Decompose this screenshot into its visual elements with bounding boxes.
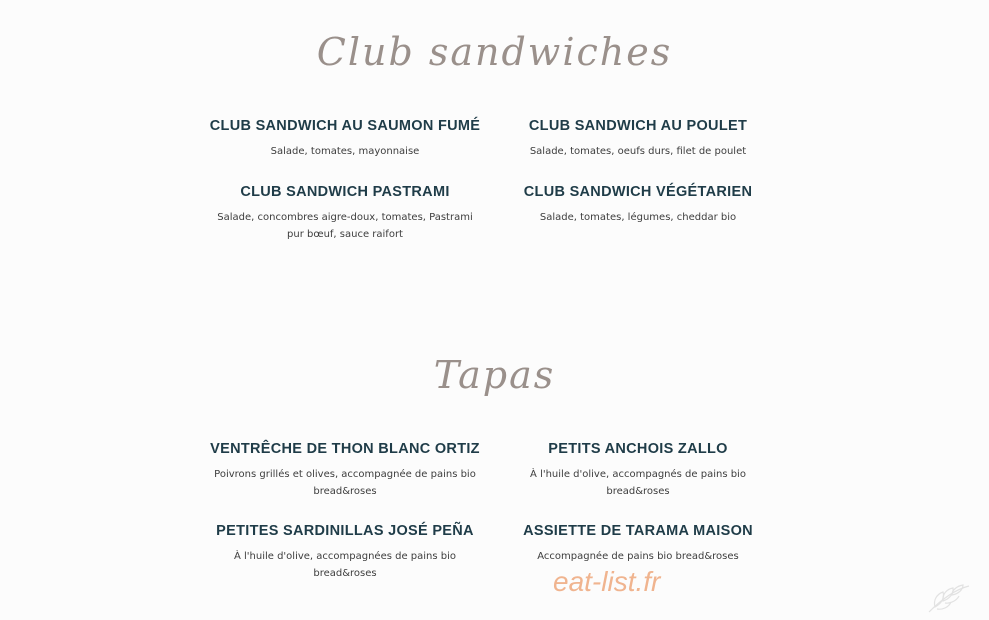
item-description — [200, 548, 490, 582]
item-description-line: Poivrons grillés et olives, accompagnée de pains bio — [214, 469, 476, 480]
item-name: PETITS ANCHOIS ZALLO — [548, 441, 728, 457]
item-description — [200, 143, 490, 160]
item-description — [493, 466, 783, 500]
item-description-line: À l'huile d'olive, accompagnés de pains bio — [530, 469, 746, 480]
menu-item — [493, 184, 783, 226]
menu-item — [200, 184, 490, 243]
item-name: CLUB SANDWICH AU SAUMON FUMÉ — [209, 118, 481, 134]
section-title-club-sandwiches: Club sandwiches — [316, 30, 673, 74]
item-description — [493, 548, 783, 565]
item-name: CLUB SANDWICH AU POULET — [528, 118, 748, 134]
section-title-tapas: Tapas — [433, 353, 556, 397]
menu-item — [493, 523, 783, 565]
item-description — [493, 209, 783, 226]
item-description-line: Accompagnée de pains bio bread&roses — [537, 551, 739, 562]
menu-item — [200, 441, 490, 500]
item-name: CLUB SANDWICH PASTRAMI — [240, 184, 450, 200]
item-name: ASSIETTE DE TARAMA MAISON — [523, 523, 753, 539]
menu-item — [493, 118, 783, 160]
item-description-line: pur bœuf, sauce raifort — [287, 229, 403, 240]
menu-item — [200, 118, 490, 160]
item-description-line: À l'huile d'olive, accompagnées de pains bio — [233, 551, 457, 562]
item-description — [200, 209, 490, 243]
item-description-line: bread&roses — [313, 486, 377, 497]
item-description — [200, 466, 490, 500]
item-name: PETITES SARDINILLAS JOSÉ PEÑA — [216, 523, 474, 539]
item-description-line: Salade, concombres aigre-doux, tomates, Pastrami — [217, 212, 473, 223]
item-description-line: Salade, tomates, oeufs durs, filet de poulet — [529, 146, 747, 157]
leaf-icon — [925, 582, 973, 616]
menu-item — [493, 441, 783, 500]
watermark-text: eat-list.fr — [553, 566, 661, 597]
item-description-line: Salade, tomates, légumes, cheddar bio — [539, 212, 737, 223]
item-description — [493, 143, 783, 160]
item-description-line: bread&roses — [606, 486, 670, 497]
item-description-line: bread&roses — [313, 568, 377, 579]
menu-item — [200, 523, 490, 582]
item-description-line: Salade, tomates, mayonnaise — [270, 146, 420, 157]
item-name: CLUB SANDWICH VÉGÉTARIEN — [523, 184, 753, 200]
item-name: VENTRÊCHE DE THON BLANC ORTIZ — [210, 441, 480, 457]
